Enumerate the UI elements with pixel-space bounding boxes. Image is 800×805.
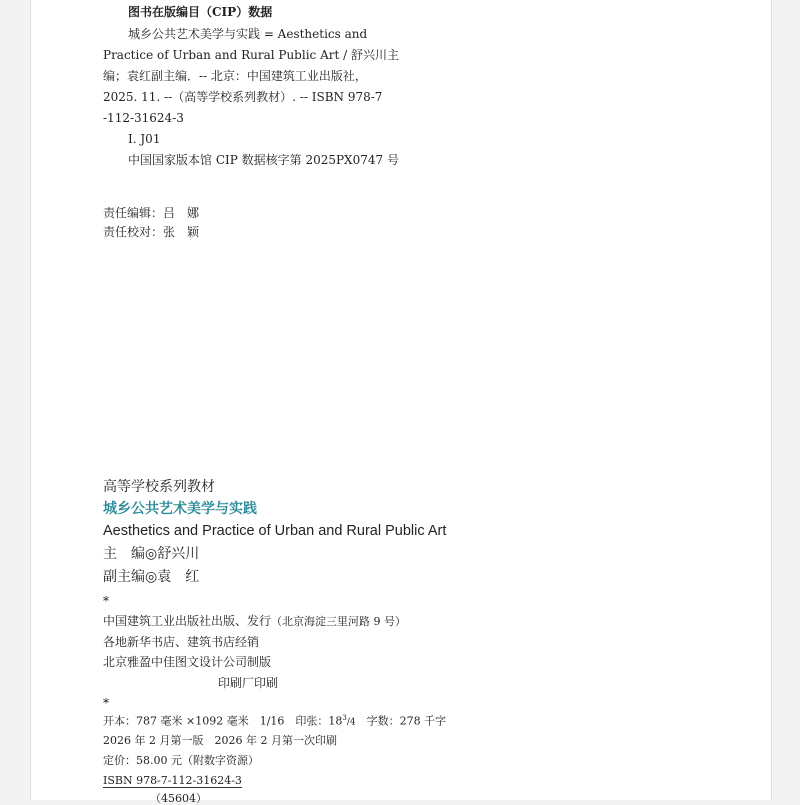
responsible-proofreader: 责任校对：张 颖 <box>103 225 200 239</box>
isbn: ISBN 978-7-112-31624-3 <box>103 774 242 787</box>
edition-info: 2026 年 2 月第一版 2026 年 2 月第一次印刷 <box>103 734 337 747</box>
cip-line-5: -112-31624-3 <box>103 111 184 125</box>
price: 定价：58.00 元（附数字资源） <box>103 754 259 767</box>
cip-line-3: 编；袁红副主编．-- 北京：中国建筑工业出版社， <box>103 69 367 83</box>
deputy-editor: 副主编◎袁 红 <box>103 569 200 585</box>
publisher-line <box>103 615 406 627</box>
publisher-address: （北京海淀三里河路 9 号） <box>271 615 407 628</box>
format-specs <box>103 715 446 728</box>
word-count: 字数：278 千字 <box>366 714 447 728</box>
book-title-en: Aesthetics and Practice of Urban and Rural Public Art <box>103 523 447 539</box>
publisher-name: 中国建筑工业出版社出版、发行 <box>103 614 272 628</box>
cip-line-4: 2025. 11. --（高等学校系列教材）. -- ISBN 978-7 <box>103 90 383 104</box>
cip-line-2: Practice of Urban and Rural Public Art / 舒兴川主 <box>103 48 399 62</box>
sheets-fraction-sub: /4 <box>346 717 356 728</box>
chief-editor: 主 编◎舒兴川 <box>103 546 200 562</box>
cip-classification: Ⅰ. J01 <box>128 132 161 146</box>
series-name: 高等学校系列教材 <box>103 479 215 495</box>
responsible-editor: 责任编辑：吕 娜 <box>103 206 200 220</box>
sheets-fraction-sup: 3 <box>342 714 347 722</box>
separator-star-1: * <box>103 594 109 608</box>
cip-heading: 图书在版编目（CIP）数据 <box>128 5 273 19</box>
printer: 印刷厂印刷 <box>218 676 279 690</box>
book-code: （45604） <box>150 792 207 805</box>
distributor: 各地新华书店、建筑书店经销 <box>103 635 260 649</box>
typesetter: 北京雅盈中佳图文设计公司制版 <box>103 655 272 669</box>
cip-record-number: 中国国家版本馆 CIP 数据核字第 2025PX0747 号 <box>128 153 399 167</box>
specs-text: 开本：787 毫米 ×1092 毫米 1/16 印张：18 <box>103 714 343 728</box>
book-title-cn: 城乡公共艺术美学与实践 <box>103 501 257 517</box>
cip-line-1: 城乡公共艺术美学与实践 = Aesthetics and <box>128 27 368 41</box>
separator-star-2: * <box>103 696 109 710</box>
